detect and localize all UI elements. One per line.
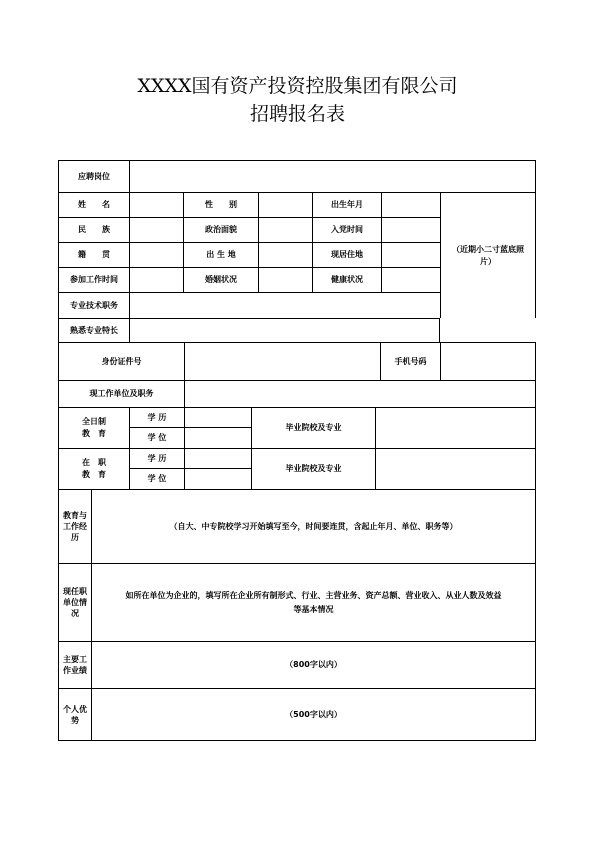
note-advantages: （500字以内）: [285, 709, 342, 719]
label-health: 健康状况: [312, 267, 381, 292]
form-subtitle: 招聘报名表: [249, 103, 345, 125]
label-fulltime-edu: 全日制 教 育: [58, 407, 129, 448]
label-marital: 婚姻状况: [183, 267, 258, 292]
field-history[interactable]: [91, 489, 536, 563]
field-is-degree-title[interactable]: [184, 468, 251, 489]
label-name: 姓 名: [58, 192, 129, 217]
field-expertise[interactable]: [129, 318, 440, 342]
label-birthplace: 出 生 地: [183, 242, 258, 267]
field-birth[interactable]: [381, 192, 440, 217]
label-is-school-major: 毕业院校及专业: [251, 448, 375, 489]
label-ft-degree-edu: 学 历: [129, 407, 184, 427]
field-achievements[interactable]: [91, 641, 536, 688]
field-advantages[interactable]: [91, 688, 536, 741]
field-ft-school-major[interactable]: [375, 407, 536, 448]
label-tech-title: 专业技术职务: [58, 292, 129, 318]
label-history: 教育与工作经历: [58, 489, 91, 563]
photo-hint: （近期小二寸蓝底照片）: [452, 244, 524, 266]
note-company-info: 如所在单位为企业的，填写所在企业所有制形式、行业、主营业务、资产总额、营业收入、从业人数及效益等基本情况: [125, 590, 502, 614]
label-political: 政治面貌: [183, 217, 258, 242]
label-position: 应聘岗位: [58, 160, 129, 192]
field-party-date[interactable]: [381, 217, 440, 242]
label-work-start: 参加工作时间: [58, 267, 129, 292]
note-achievements: （800字以内）: [285, 660, 342, 669]
label-inservice-edu: 在 职 教 育: [58, 448, 129, 489]
field-native[interactable]: [129, 242, 183, 267]
label-phone: 手机号码: [380, 342, 440, 380]
label-gender: 性 别: [183, 192, 258, 217]
label-achievements: 主要工作业绩: [58, 641, 91, 688]
field-is-degree-edu[interactable]: [184, 448, 251, 468]
field-is-school-major[interactable]: [375, 448, 536, 489]
label-is-degree-edu: 学 历: [129, 448, 184, 468]
label-expertise: 熟悉专业特长: [58, 318, 129, 342]
field-gender[interactable]: [258, 192, 312, 217]
photo-box[interactable]: [440, 192, 536, 318]
field-ethnicity[interactable]: [129, 217, 183, 242]
note-history: （自大、中专院校学习开始填写至今，时间要连贯，含起止年月、单位、职务等）: [169, 521, 458, 531]
field-name[interactable]: [129, 192, 183, 217]
field-marital[interactable]: [258, 267, 312, 292]
label-current-job: 现工作单位及职务: [58, 380, 184, 407]
field-company-info[interactable]: [91, 563, 536, 641]
field-political[interactable]: [258, 217, 312, 242]
label-residence: 现居住地: [312, 242, 381, 267]
label-ft-degree-title: 学 位: [129, 427, 184, 448]
label-is-degree-title: 学 位: [129, 468, 184, 489]
label-party-date: 入党时间: [312, 217, 381, 242]
label-ft-school-major: 毕业院校及专业: [251, 407, 375, 448]
field-id-number[interactable]: [184, 342, 380, 380]
label-birth: 出生年月: [312, 192, 381, 217]
field-ft-degree-edu[interactable]: [184, 407, 251, 427]
label-ethnicity: 民 族: [58, 217, 129, 242]
field-birthplace[interactable]: [258, 242, 312, 267]
field-phone[interactable]: [440, 342, 536, 380]
field-health[interactable]: [381, 267, 440, 292]
label-company-info: 现任职单位情况: [58, 563, 91, 641]
label-id-number: 身份证件号: [58, 342, 184, 380]
field-position[interactable]: [129, 160, 536, 192]
field-work-start[interactable]: [129, 267, 183, 292]
field-residence[interactable]: [381, 242, 440, 267]
label-advantages: 个人优势: [58, 688, 91, 741]
field-tech-title[interactable]: [129, 292, 440, 318]
field-ft-degree-title[interactable]: [184, 427, 251, 448]
field-current-job[interactable]: [184, 380, 536, 407]
form-title: XXXX国有资产投资控股集团有限公司: [137, 75, 458, 97]
label-native: 籍 贯: [58, 242, 129, 267]
